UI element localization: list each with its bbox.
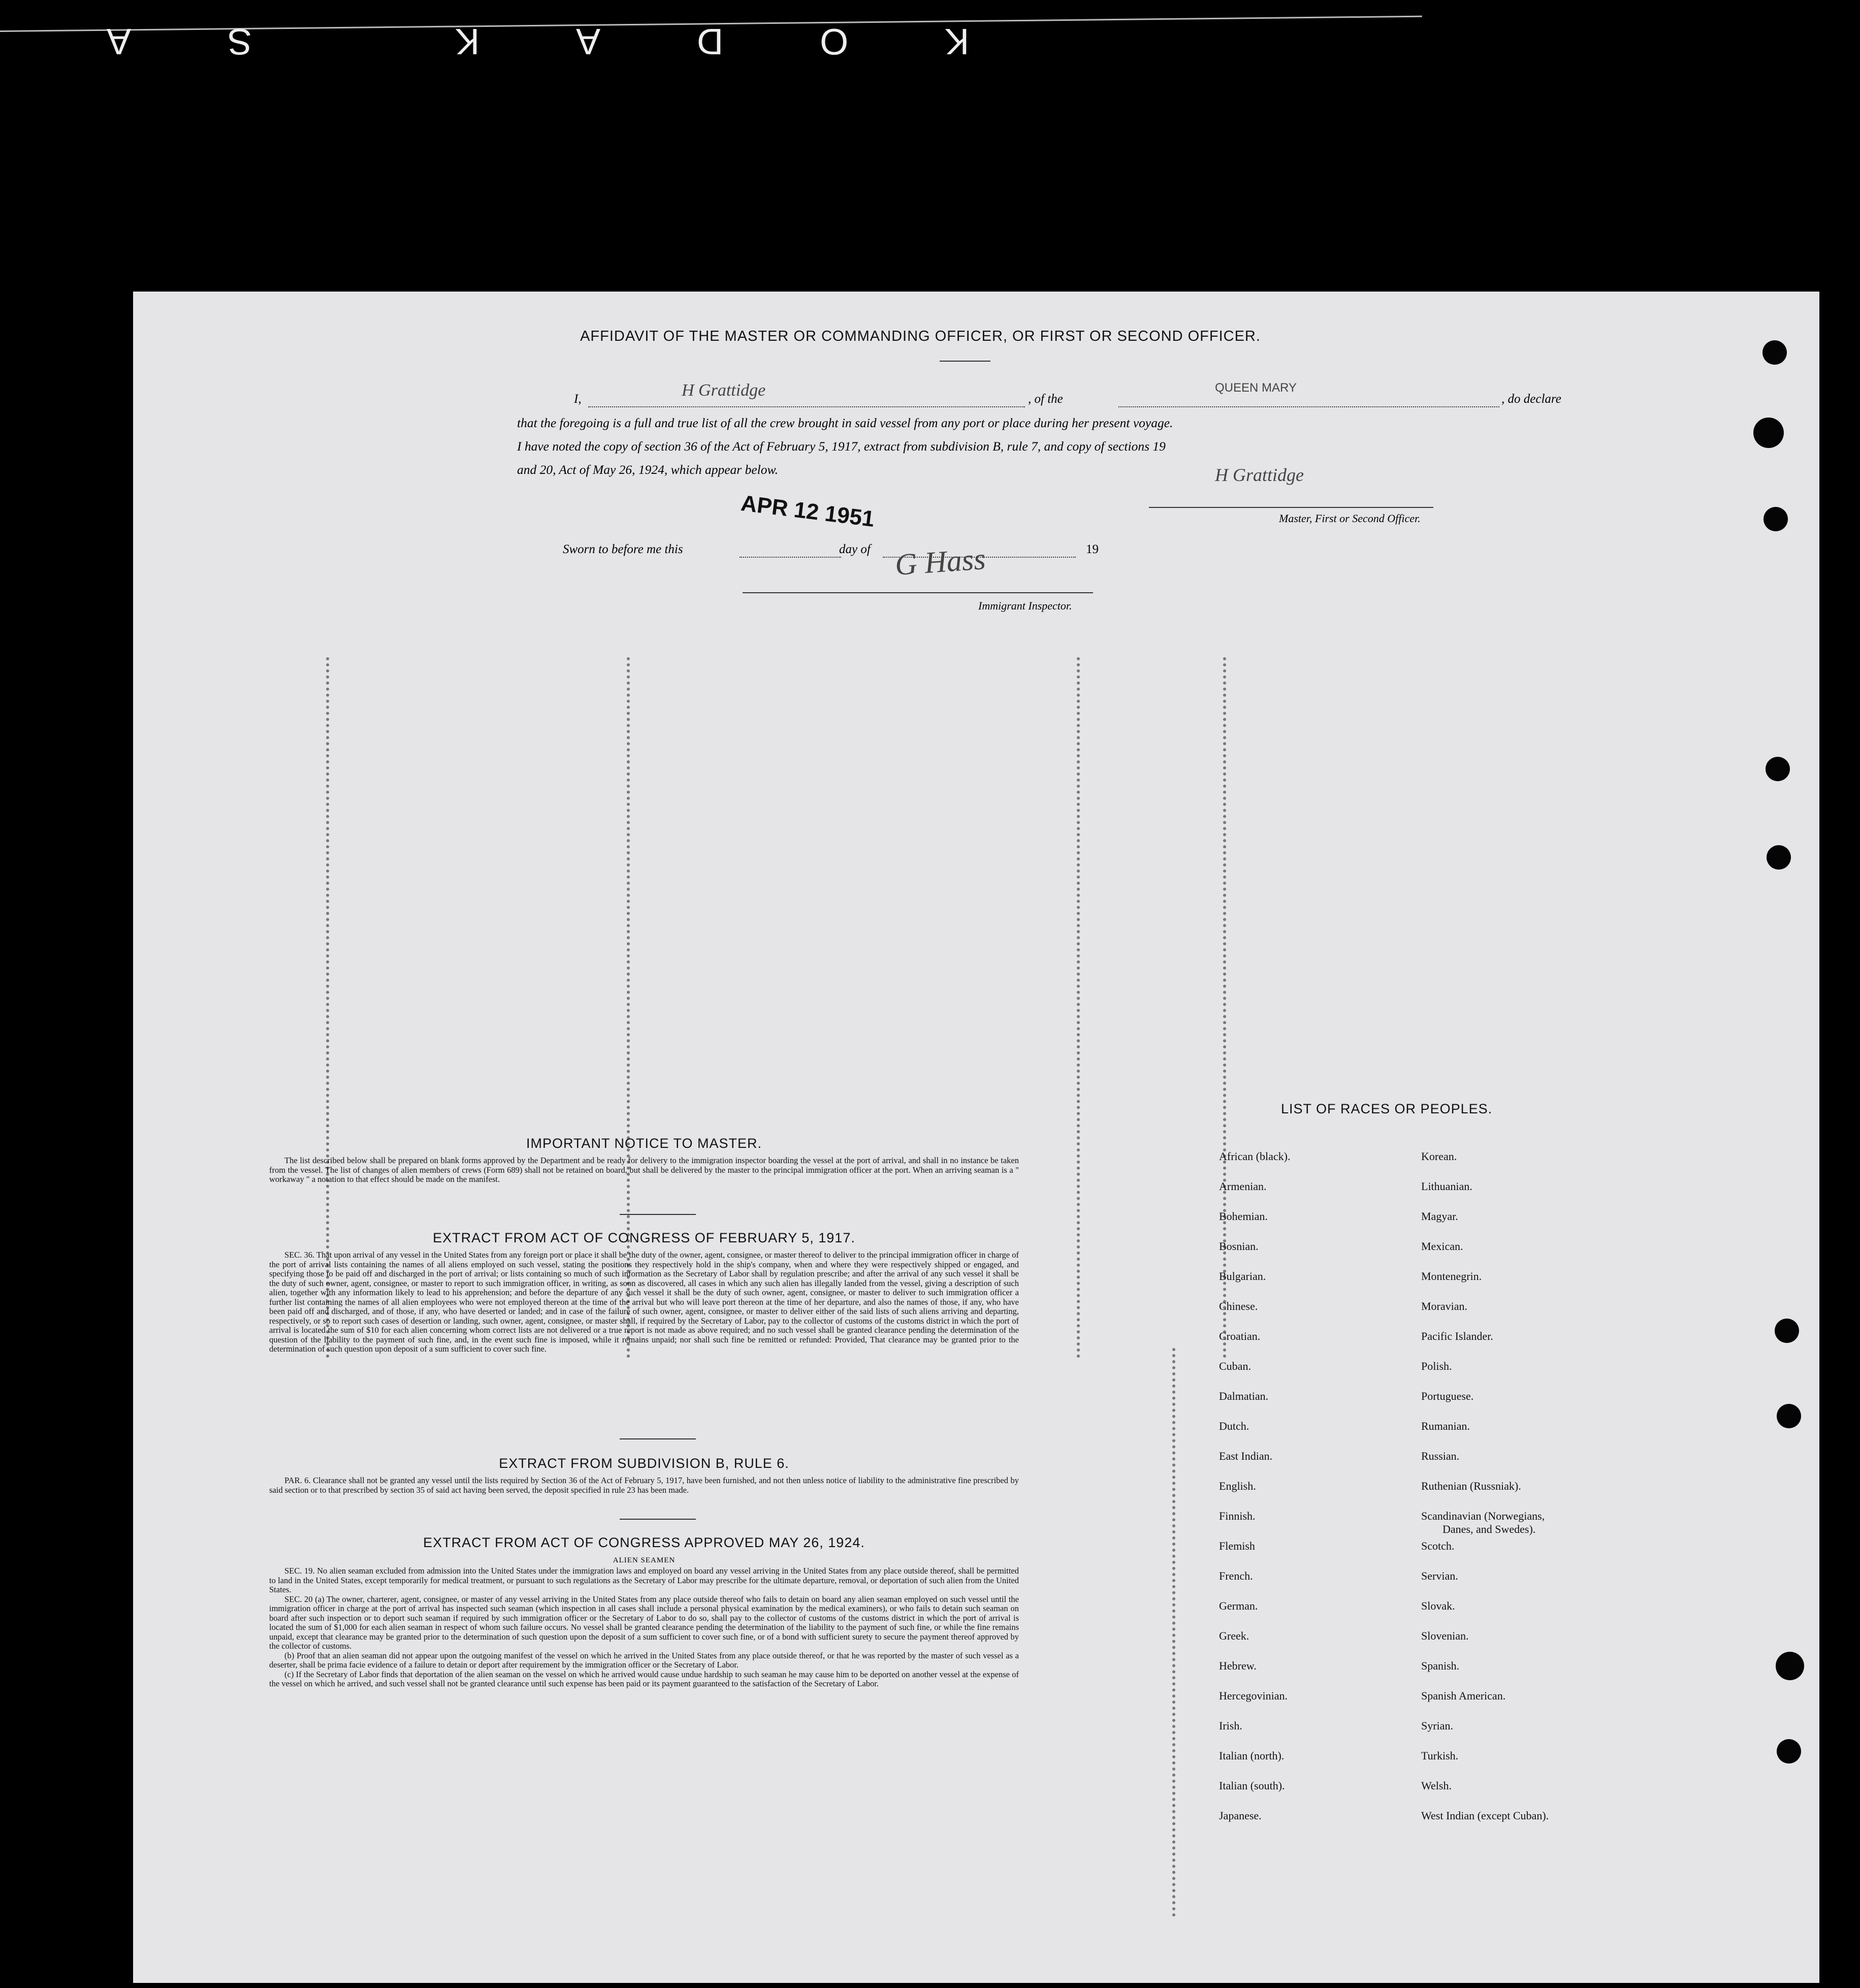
heading-rule xyxy=(940,361,990,362)
punch-hole xyxy=(1777,1739,1801,1763)
officer-name-handwritten: H Grattidge xyxy=(682,381,766,400)
race-item: Dutch. xyxy=(1219,1420,1249,1432)
race-item: Dalmatian. xyxy=(1219,1390,1269,1402)
inspector-signature: G Hass xyxy=(893,541,987,582)
extract-1917-text: SEC. 36. That upon arrival of any vessel in the United States from any foreign port or place it shall be the duty of the owner, agent, consignee, or master thereof to deliver to the principal immigration officer in charge of the port of arrival lists containing the names of all aliens employed on such vessel, stating the positions they respectively hold in the ship's company, when and where they were respectively shipped or engaged, and specifying those to be paid off and discharged in the port of arrival; or lists containing so much of such information as the Secretary of Labor shall by regulation prescribe; and after the arrival of any such vessel it shall be the duty of such owner, agent, consignee, or master to report to such immigration officer, in writing, as soon as discovered, all cases in which any such alien has illegally landed from the vessel, giving a description of such alien, together with any information likely to lead to his apprehension; and before the departure of any such vessel it shall be the duty of such owner, agent, consignee, or master to deliver to such immigration officer a further list containing the names of all alien employees who were not employed thereon at the time of the arrival but who will leave port thereon at the time of her departure, and also the names of those, if any, who have been paid off and discharged, and of those, if any, who have deserted or landed; and in case of the failure of such owner, agent, consignee, or master to deliver either of the said lists of such aliens arriving and departing, respectively, or so to report such cases of desertion or landing, such owner, agent, consignee, or master shall, if required by the Secretary of Labor, pay to the collector of customs of the customs district in which the port of arrival is located the sum of $10 for each alien concerning whom correct lists are not delivered or a true report is not made as above required; and no such vessel shall be granted clearance pending the determination of the question of the liability to the payment of such fine, and, in the event such fine is imposed, while it remains unpaid; nor shall such fine be remitted or refunded: Provided, That clearance may be granted prior to the determination of such question upon deposit of a sum sufficient to cover such fine. xyxy=(269,1250,1019,1354)
dotted-guide xyxy=(1077,657,1080,1358)
race-item: Bosnian. xyxy=(1219,1240,1259,1253)
race-item: Montenegrin. xyxy=(1421,1270,1482,1282)
rule6-text: PAR. 6. Clearance shall not be granted any vessel until the lists required by Section 36 of the Act of February 5, 1917, have been furnished, and not then unless notice of liability to the administrative fine prescribed by said section or to that prescribed by section 35 of said act having been served, the deposit specified in rule 23 has been made. xyxy=(269,1476,1019,1495)
punch-hole xyxy=(1753,418,1784,448)
section-rule xyxy=(620,1519,696,1520)
extract-1924-text xyxy=(269,1566,1019,1689)
film-edge xyxy=(0,0,1860,61)
punch-hole xyxy=(1766,757,1790,781)
race-item: Pacific Islander. xyxy=(1421,1330,1493,1342)
vessel-line xyxy=(1118,406,1499,407)
race-item: English. xyxy=(1219,1480,1256,1492)
sworn-day-line xyxy=(740,557,841,558)
race-item: Mexican. xyxy=(1421,1240,1463,1253)
race-item: Armenian. xyxy=(1219,1180,1267,1193)
race-item: African (black). xyxy=(1219,1150,1291,1163)
races-heading: LIST OF RACES OR PEOPLES. xyxy=(1281,1101,1493,1116)
race-item: Bulgarian. xyxy=(1219,1270,1266,1282)
name-line xyxy=(588,406,1025,407)
affidavit-of-the-label: , of the xyxy=(1028,392,1063,406)
year-label: 19 xyxy=(1086,542,1099,556)
race-item: Polish. xyxy=(1421,1360,1452,1372)
race-item: Croatian. xyxy=(1219,1330,1261,1342)
do-declare-label: , do declare xyxy=(1501,392,1561,406)
race-item: Cuban. xyxy=(1219,1360,1251,1372)
punch-hole xyxy=(1762,340,1787,365)
sec-20b-text: (b) Proof that an alien seaman did not appear upon the outgoing manifest of the vessel on which he arrived in the United States from any place outside thereof, or that he was reported by the master of such vessel as a deserter, shall be prima facie evidence of a failure to detain or deport after requirement by the immigration officer or the Secretary of Labor. xyxy=(269,1650,1019,1670)
race-item: Syrian. xyxy=(1421,1719,1453,1732)
affidavit-line-4: and 20, Act of May 26, 1924, which appear below. xyxy=(517,462,778,477)
race-item: Slovak. xyxy=(1421,1599,1455,1612)
race-item: Rumanian. xyxy=(1421,1420,1470,1432)
day-of-label: day of xyxy=(839,542,871,556)
race-item: Scotch. xyxy=(1421,1540,1455,1552)
race-item: East Indian. xyxy=(1219,1450,1273,1462)
affidavit-heading: AFFIDAVIT OF THE MASTER OR COMMANDING OFFICER, OR FIRST OR SECOND OFFICER. xyxy=(580,328,1261,344)
date-stamp: APR 12 1951 xyxy=(740,491,876,532)
race-item: Flemish xyxy=(1219,1540,1255,1552)
manifest-sheet xyxy=(133,292,1819,1983)
race-item: Servian. xyxy=(1421,1569,1458,1582)
race-item: Scandinavian (Norwegians, xyxy=(1421,1510,1545,1522)
race-item: Slovenian. xyxy=(1421,1629,1469,1642)
dotted-guide xyxy=(1223,657,1226,1358)
race-item: Welsh. xyxy=(1421,1779,1452,1792)
race-item: Hebrew. xyxy=(1219,1659,1257,1672)
race-item: Spanish American. xyxy=(1421,1689,1506,1702)
inspector-line xyxy=(743,592,1093,593)
punch-hole xyxy=(1777,1404,1801,1428)
race-item: Magyar. xyxy=(1421,1210,1458,1223)
race-item: Japanese. xyxy=(1219,1809,1262,1822)
race-item: Korean. xyxy=(1421,1150,1457,1163)
sec-20a-text: SEC. 20 (a) The owner, charterer, agent, consignee, or master of any vessel arriving in the United States from any place outside thereof who fails to detain on board any alien seaman employed on such vessel until the immigration officer in charge at the port of arrival has inspected such seaman (which inspection in all cases shall include a personal physical examination by the medical examiners), or who fails to detain such seaman on board after such inspection or to deport such seaman if required by such immigration officer or the Secretary of Labor to do so, shall pay to the collector of customs of the customs district in which the port of arrival is located the sum of $1,000 for each alien seaman in respect of whom such failure occurs. No vessel shall be granted clearance pending the determination of the liability to the payment of such fine, or while the fine remains unpaid, except that clearance may be granted prior to the determination of such question upon the deposit of a sum sufficient to cover such fine, or of a bond with sufficient surety to secure the payment thereof approved by the collector of customs. xyxy=(269,1594,1019,1651)
affidavit-line-2: that the foregoing is a full and true list of all the crew brought in said vessel from any port or place during her present voyage. xyxy=(517,415,1173,430)
race-item: Turkish. xyxy=(1421,1749,1459,1762)
dotted-guide xyxy=(1172,1348,1175,1917)
sworn-label: Sworn to before me this xyxy=(563,542,683,556)
inspector-label: Immigrant Inspector. xyxy=(978,599,1072,612)
affidavit-i-label: I, xyxy=(574,392,582,406)
rule6-heading: EXTRACT FROM SUBDIVISION B, RULE 6. xyxy=(499,1456,789,1471)
master-signature: H Grattidge xyxy=(1215,465,1304,485)
extract-1924-heading: EXTRACT FROM ACT OF CONGRESS APPROVED MAY 26, 1924. xyxy=(423,1535,865,1550)
race-item: West Indian (except Cuban). xyxy=(1421,1809,1549,1822)
race-item-continuation: Danes, and Swedes). xyxy=(1442,1523,1536,1535)
affidavit-line-3: I have noted the copy of section 36 of the Act of February 5, 1917, extract from subdivision B, rule 7, and copy of sections 19 xyxy=(517,439,1166,454)
signature-line xyxy=(1149,507,1433,508)
race-item: Greek. xyxy=(1219,1629,1249,1642)
race-item: Ruthenian (Russniak). xyxy=(1421,1480,1521,1492)
film-edge-text: KODAK SA xyxy=(10,21,970,61)
section-rule xyxy=(620,1214,696,1215)
notice-text: The list described below shall be prepared on blank forms approved by the Department and be ready for delivery to the immigration inspector boarding the vessel at the port of arrival, and shall in no instance be taken from the vessel. The list of changes of alien members of crews (Form 689) shall not be retained on board, but shall be delivered by the master to the principal immigration officer at the port. When an arriving seaman is a " workaway " a notation to that effect should be made on the manifest. xyxy=(269,1156,1019,1184)
extract-1917-heading: EXTRACT FROM ACT OF CONGRESS OF FEBRUARY 5, 1917. xyxy=(433,1230,855,1245)
punch-hole xyxy=(1763,507,1788,531)
punch-hole xyxy=(1776,1652,1804,1680)
race-item: Italian (north). xyxy=(1219,1749,1285,1762)
race-item: Bohemian. xyxy=(1219,1210,1268,1223)
sec-20c-text: (c) If the Secretary of Labor finds that deportation of the alien seaman on the vessel on which he arrived would cause undue hardship to such seaman he may cause him to be deported on another vessel at the expense of the vessel on which he arrived, and such vessel shall not be granted clearance until such expense has been paid or its payment guaranteed to the satisfaction of the Secretary of Labor. xyxy=(269,1669,1019,1688)
section-rule xyxy=(620,1438,696,1439)
race-item: Lithuanian. xyxy=(1421,1180,1472,1193)
punch-hole xyxy=(1775,1319,1799,1343)
race-item: German. xyxy=(1219,1599,1258,1612)
race-item: Irish. xyxy=(1219,1719,1242,1732)
race-item: Hercegovinian. xyxy=(1219,1689,1288,1702)
sec-19-text: SEC. 19. No alien seaman excluded from admission into the United States under the immigration laws and employed on board any vessel arriving in the United States from any place outside thereof, shall be permitted to land in the United States, except temporarily for medical treatment, or pursuant to such regulations as the Secretary of Labor may prescribe for the ultimate departure, removal, or deportation of such alien from the United States. xyxy=(269,1566,1019,1594)
punch-hole xyxy=(1767,845,1791,870)
alien-seamen-subheading: ALIEN SEAMEN xyxy=(613,1556,676,1564)
race-item: Spanish. xyxy=(1421,1659,1460,1672)
race-item: Chinese. xyxy=(1219,1300,1258,1312)
race-item: Moravian. xyxy=(1421,1300,1468,1312)
notice-heading: IMPORTANT NOTICE TO MASTER. xyxy=(526,1136,762,1151)
race-item: Russian. xyxy=(1421,1450,1460,1462)
race-item: Portuguese. xyxy=(1421,1390,1474,1402)
master-label: Master, First or Second Officer. xyxy=(1279,512,1421,525)
vessel-name: QUEEN MARY xyxy=(1215,381,1297,395)
race-item: French. xyxy=(1219,1569,1253,1582)
race-item: Italian (south). xyxy=(1219,1779,1285,1792)
race-item: Finnish. xyxy=(1219,1510,1256,1522)
